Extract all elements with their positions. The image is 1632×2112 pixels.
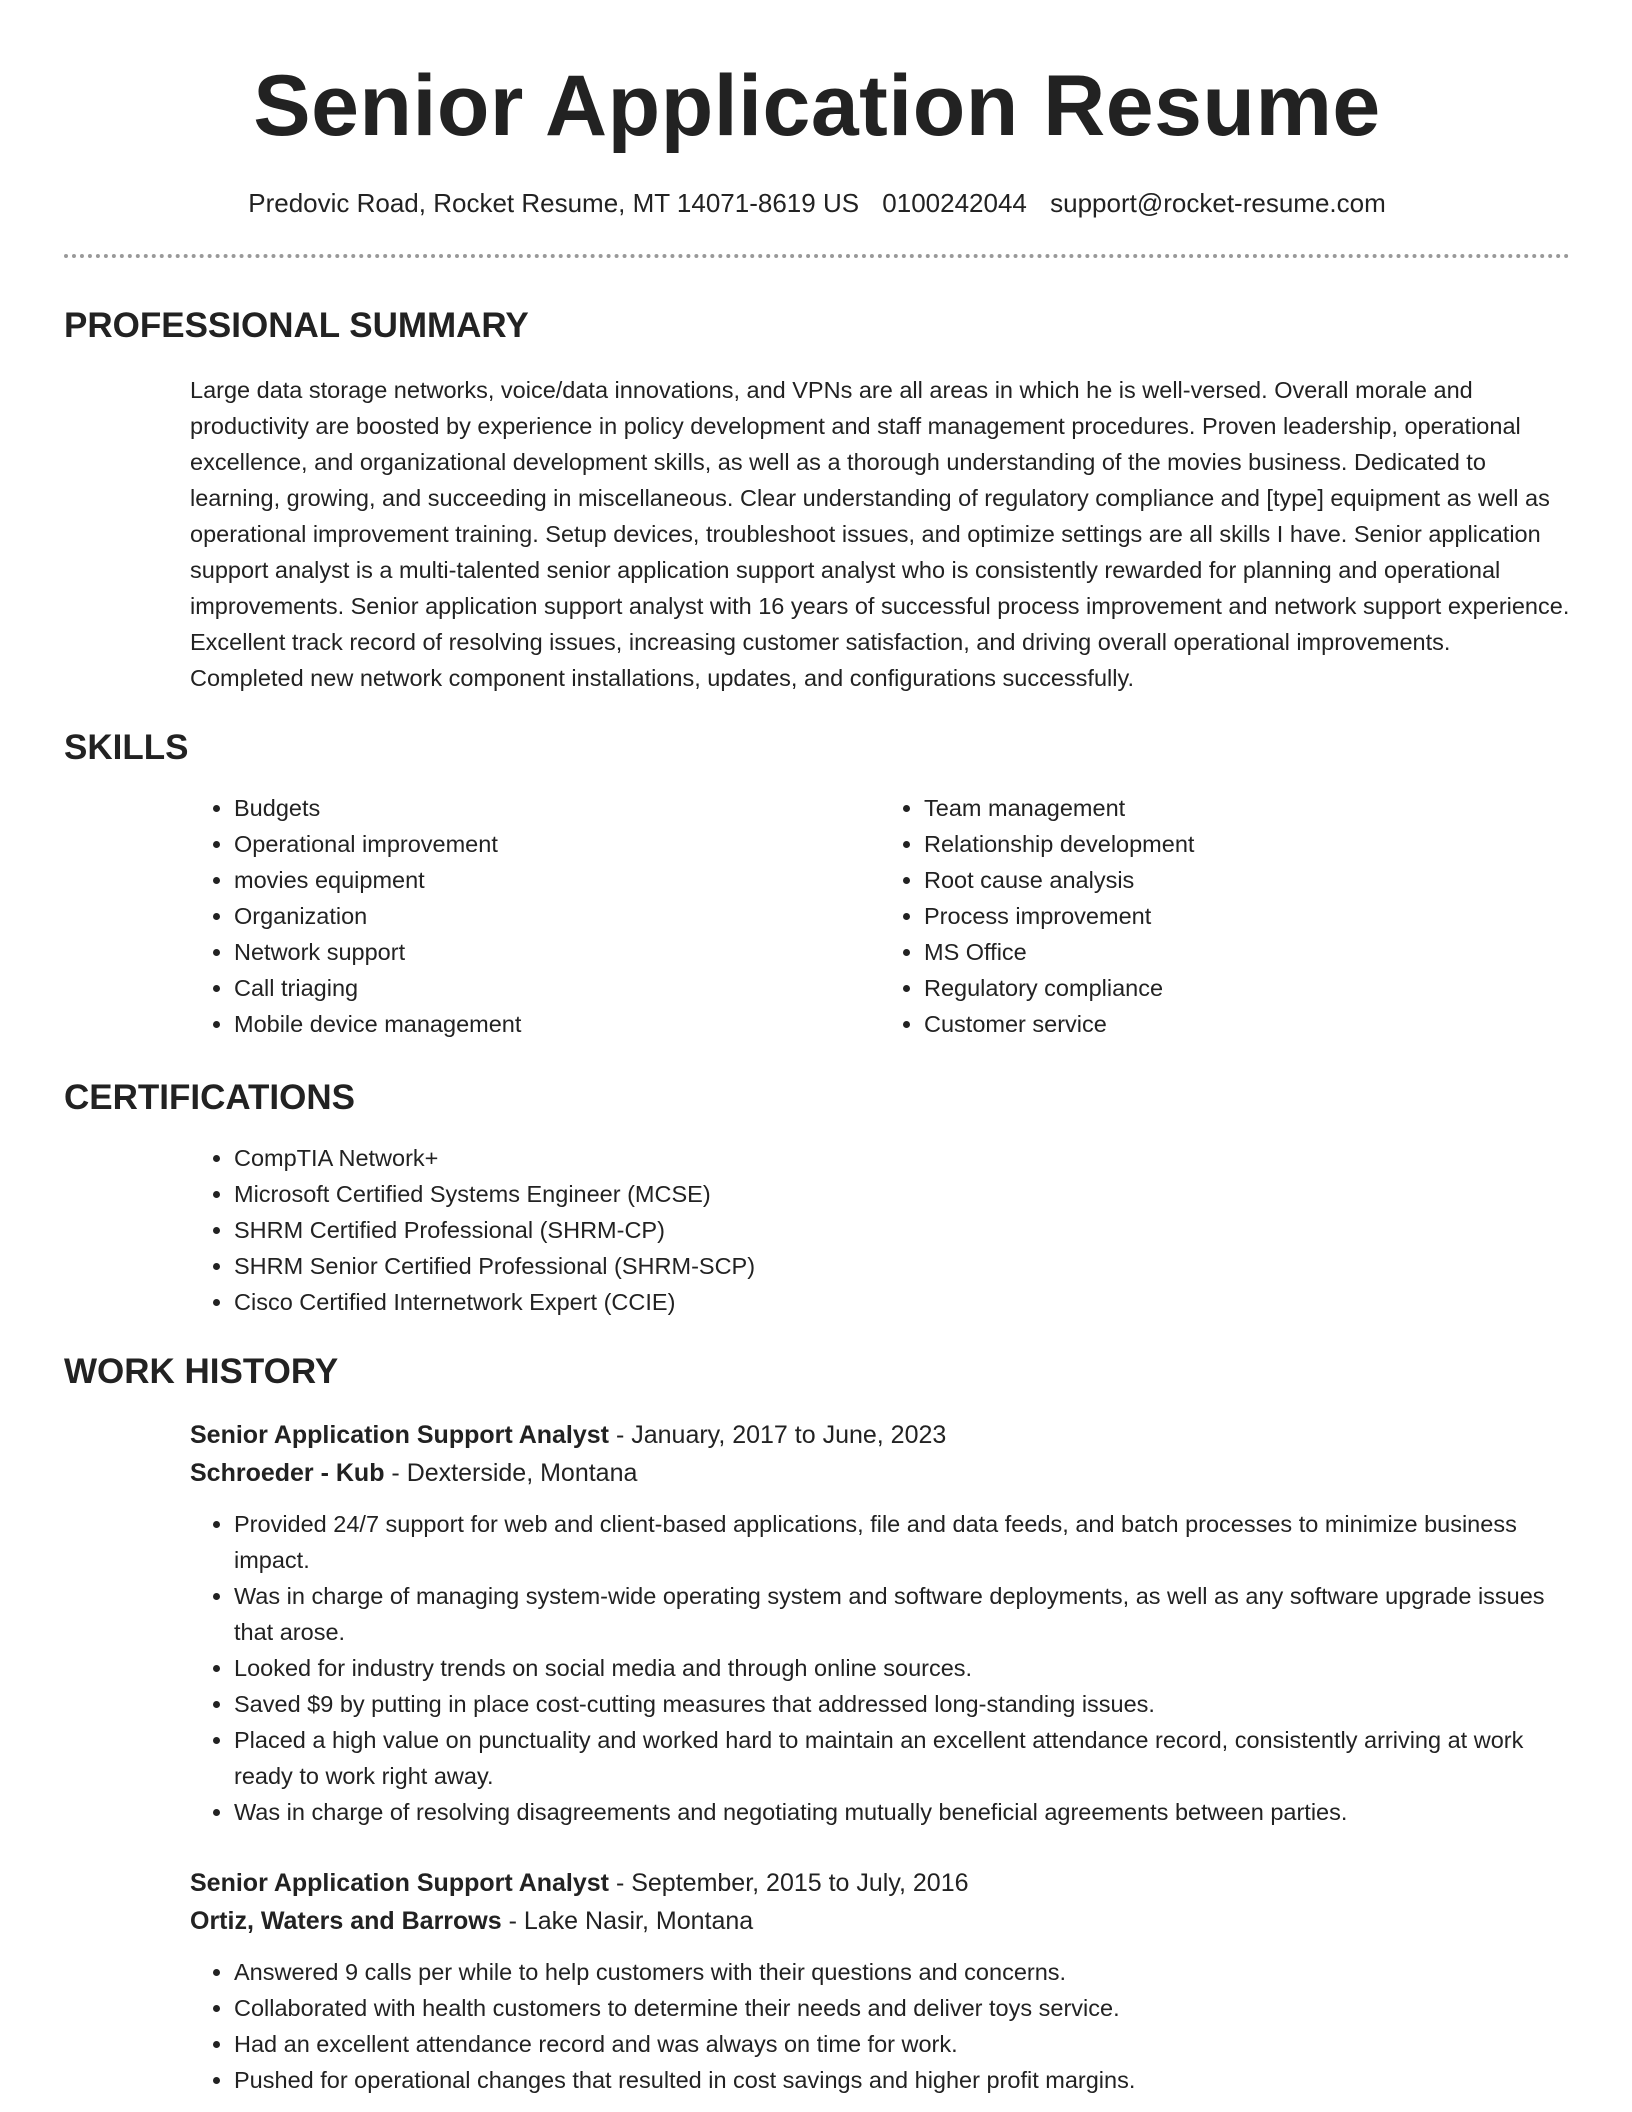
section-title-skills: SKILLS xyxy=(64,728,189,767)
job-role: Senior Application Support Analyst xyxy=(190,1869,610,1897)
job-entry xyxy=(190,1864,1570,2098)
job-company: Schroeder - Kub xyxy=(190,1459,385,1487)
section-title-summary: PROFESSIONAL SUMMARY xyxy=(64,306,529,345)
skill-item: • Team management xyxy=(924,790,1570,826)
skill-item: • Organization xyxy=(234,898,880,934)
section-title-certifications: CERTIFICATIONS xyxy=(64,1078,356,1117)
certification-item: • CompTIA Network+ xyxy=(234,1140,1570,1176)
skill-item: • Operational improvement xyxy=(234,826,880,862)
job-bullet: • Had an excellent attendance record and was always on time for work. xyxy=(234,2026,1570,2062)
skill-item: • Call triaging xyxy=(234,970,880,1006)
job-bullet: • Collaborated with health customers to determine their needs and deliver toys service. xyxy=(234,1990,1570,2026)
resume-title: Senior Application Resume xyxy=(253,58,1381,154)
skill-item: • Network support xyxy=(234,934,880,970)
job-dates: - January, 2017 to June, 2023 xyxy=(609,1421,947,1449)
job-bullet: • Placed a high value on punctuality and worked hard to maintain an excellent attendance record, consistently arriving at work ready to work right away. xyxy=(234,1722,1570,1794)
job-location: - Dexterside, Montana xyxy=(384,1459,638,1487)
skill-item: • movies equipment xyxy=(234,862,880,898)
skills-list-left xyxy=(190,790,880,1042)
job-bullet: • Provided 24/7 support for web and client-based applications, file and data feeds, and batch processes to minimize business impact. xyxy=(234,1506,1570,1578)
skill-item: • Customer service xyxy=(924,1006,1570,1042)
certification-item: • SHRM Certified Professional (SHRM-CP) xyxy=(234,1212,1570,1248)
skill-item: • Root cause analysis xyxy=(924,862,1570,898)
skill-item: • MS Office xyxy=(924,934,1570,970)
job-bullet: • Saved $9 by putting in place cost-cutting measures that addressed long-standing issues. xyxy=(234,1686,1570,1722)
certifications-list xyxy=(190,1140,1570,1320)
job-bullet: • Was in charge of resolving disagreements and negotiating mutually beneficial agreements between parties. xyxy=(234,1794,1570,1830)
skills-columns xyxy=(190,790,1570,1042)
job-bullet: • Pushed for operational changes that resulted in cost savings and higher profit margins. xyxy=(234,2062,1570,2098)
certification-item: • Microsoft Certified Systems Engineer (MCSE) xyxy=(234,1176,1570,1212)
certification-item: • Cisco Certified Internetwork Expert (CCIE) xyxy=(234,1284,1570,1320)
summary-paragraph: Large data storage networks, voice/data innovations, and VPNs are all areas in which he is well-versed. Overall morale and productivity are boosted by experience in policy development and staff management procedures. Proven leadership, operational excellence, and organizational development skills, as well as a thorough understanding of the movies business. Dedicated to learning, growing, and succeeding in miscellaneous. Clear understanding of regulatory compliance and [type] equipment as well as operational improvement training. Setup devices, troubleshoot issues, and optimize settings are all skills I have. Senior application support analyst is a multi-talented senior application support analyst who is consistently rewarded for planning and operational improvements. Senior application support analyst with 16 years of successful process improvement and network support experience. Excellent track record of resolving issues, increasing customer satisfaction, and driving overall operational improvements. Completed new network component installations, updates, and configurations successfully. xyxy=(190,377,1570,691)
skill-item: • Relationship development xyxy=(924,826,1570,862)
header-divider xyxy=(64,254,1570,258)
job-role: Senior Application Support Analyst xyxy=(190,1421,610,1449)
skill-item: • Regulatory compliance xyxy=(924,970,1570,1006)
job-role-line xyxy=(190,1864,1570,1902)
job-location: - Lake Nasir, Montana xyxy=(501,1907,754,1935)
resume-page xyxy=(64,0,1570,2098)
phone-text: 0100242044 xyxy=(882,188,1027,218)
job-bullet: • Looked for industry trends on social media and through online sources. xyxy=(234,1650,1570,1686)
email-text: support@rocket-resume.com xyxy=(1050,188,1386,218)
job-company-line xyxy=(190,1902,1570,1940)
certification-item: • SHRM Senior Certified Professional (SHRM-SCP) xyxy=(234,1248,1570,1284)
section-title-work-history: WORK HISTORY xyxy=(64,1352,339,1391)
contact-line xyxy=(64,186,1570,220)
job-entry xyxy=(190,1416,1570,1830)
job-bullet: • Was in charge of managing system-wide operating system and software deployments, as well as any software upgrade issues that arose. xyxy=(234,1578,1570,1650)
skills-list-right xyxy=(880,790,1570,1042)
job-dates: - September, 2015 to July, 2016 xyxy=(609,1869,969,1897)
job-company-line xyxy=(190,1454,1570,1492)
job-company: Ortiz, Waters and Barrows xyxy=(190,1907,502,1935)
skill-item: • Mobile device management xyxy=(234,1006,880,1042)
job-bullets xyxy=(190,1506,1570,1830)
job-bullets xyxy=(190,1954,1570,2098)
address-text: Predovic Road, Rocket Resume, MT 14071-8619 US xyxy=(248,188,860,218)
job-bullet: • Answered 9 calls per while to help customers with their questions and concerns. xyxy=(234,1954,1570,1990)
skill-item: • Process improvement xyxy=(924,898,1570,934)
skill-item: • Budgets xyxy=(234,790,880,826)
job-role-line xyxy=(190,1416,1570,1454)
